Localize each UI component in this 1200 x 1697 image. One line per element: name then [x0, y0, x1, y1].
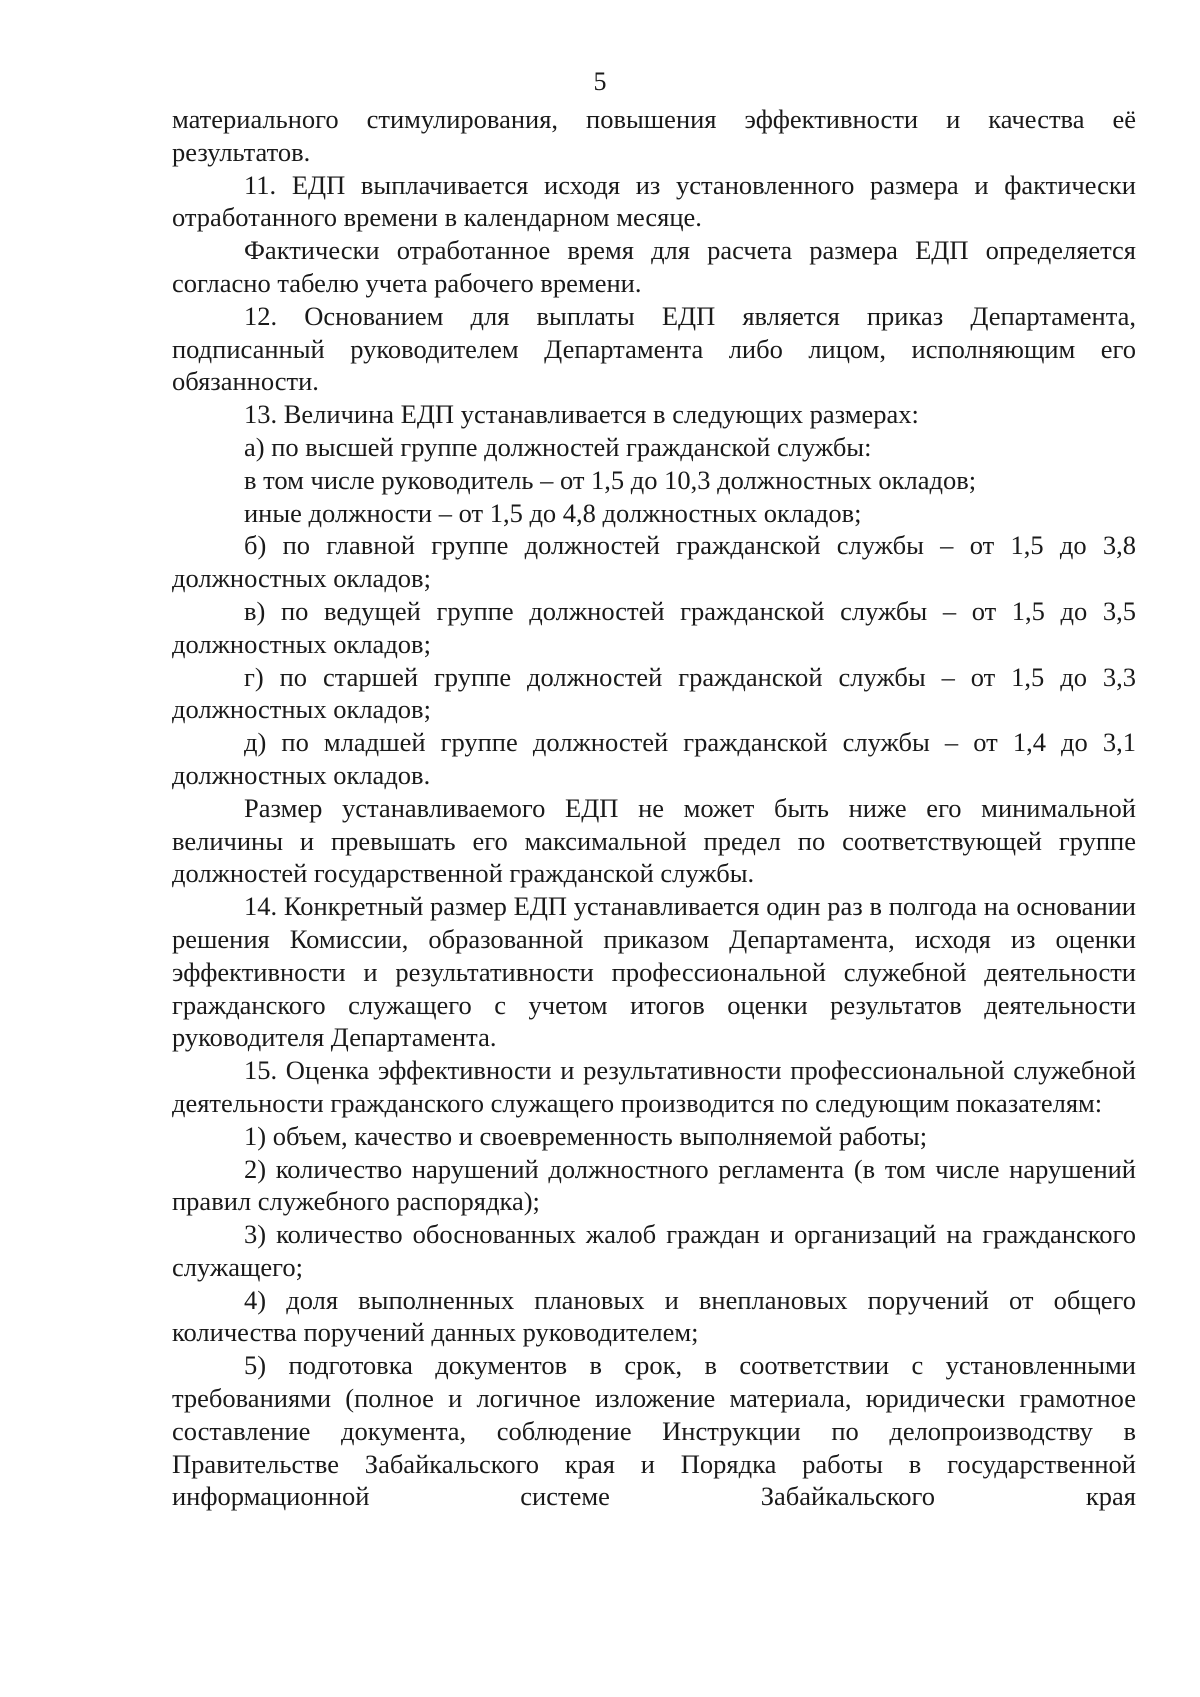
paragraph: 2) количество нарушений должностного регламента (в том числе нарушений правил служебного распорядка);: [172, 1153, 1136, 1217]
paragraph: 3) количество обоснованных жалоб граждан и организаций на гражданского служащего;: [172, 1219, 1136, 1282]
paragraph: в) по ведущей группе должностей гражданской службы – от 1,5 до 3,5 должностных окладов;: [172, 595, 1136, 659]
page-number: 5: [593, 67, 607, 96]
paragraph: 5) подготовка документов в срок, в соответствии с установленными требованиями (полное и логичное изложение материала, юридически грамотное составление документа, соблюдение Инструкции по делопроизводству в Правительстве Забайкальского края и Порядка работы в государственной информационной системе Забайкальского края: [172, 1350, 1136, 1512]
paragraph: в том числе руководитель – от 1,5 до 10,3 должностных окладов;: [244, 464, 977, 495]
paragraph: 15. Оценка эффективности и результативности профессиональной служебной деятельности гражданского служащего производится по следующим показателям:: [172, 1055, 1136, 1118]
paragraph: 1) объем, качество и своевременность выполняемой работы;: [244, 1120, 928, 1151]
paragraph: 4) доля выполненных плановых и внеплановых поручений от общего количества поручений данных руководителем;: [172, 1284, 1136, 1348]
paragraph: 13. Величина ЕДП устанавливается в следующих размерах:: [244, 399, 919, 430]
document-body: [172, 103, 1136, 1513]
paragraph: г) по старшей группе должностей гражданской службы – от 1,5 до 3,3 должностных окладов;: [172, 661, 1136, 725]
paragraph: 14. Конкретный размер ЕДП устанавливается один раз в полгода на основании решения Комиссии, образованной приказом Департамента, исходя из оценки эффективности и результативности профессиональной служебной деятельности гражданского служащего с учетом итогов оценки результатов деятельности руководителя Департамента.: [172, 891, 1136, 1053]
paragraph: иные должности – от 1,5 до 4,8 должностных окладов;: [244, 497, 862, 528]
paragraph: 12. Основанием для выплаты ЕДП является приказ Департамента, подписанный руководителем Департамента либо лицом, исполняющим его обязанности.: [172, 300, 1136, 397]
paragraph: а) по высшей группе должностей гражданской службы:: [244, 431, 872, 462]
paragraph: д) по младшей группе должностей гражданской службы – от 1,4 до 3,1 должностных окладов.: [172, 727, 1136, 790]
paragraph: Фактически отработанное время для расчета размера ЕДП определяется согласно табелю учета рабочего времени.: [172, 235, 1136, 298]
paragraph: б) по главной группе должностей гражданской службы – от 1,5 до 3,8 должностных окладов;: [172, 530, 1136, 594]
paragraph: материального стимулирования, повышения эффективности и качества её результатов.: [172, 104, 1136, 167]
paragraph: Размер устанавливаемого ЕДП не может быть ниже его минимальной величины и превышать его максимальной предел по соответствующей группе должностей государственной гражданской службы.: [172, 792, 1136, 889]
paragraph: 11. ЕДП выплачивается исходя из установленного размера и фактически отработанного времени в календарном месяце.: [172, 169, 1136, 233]
